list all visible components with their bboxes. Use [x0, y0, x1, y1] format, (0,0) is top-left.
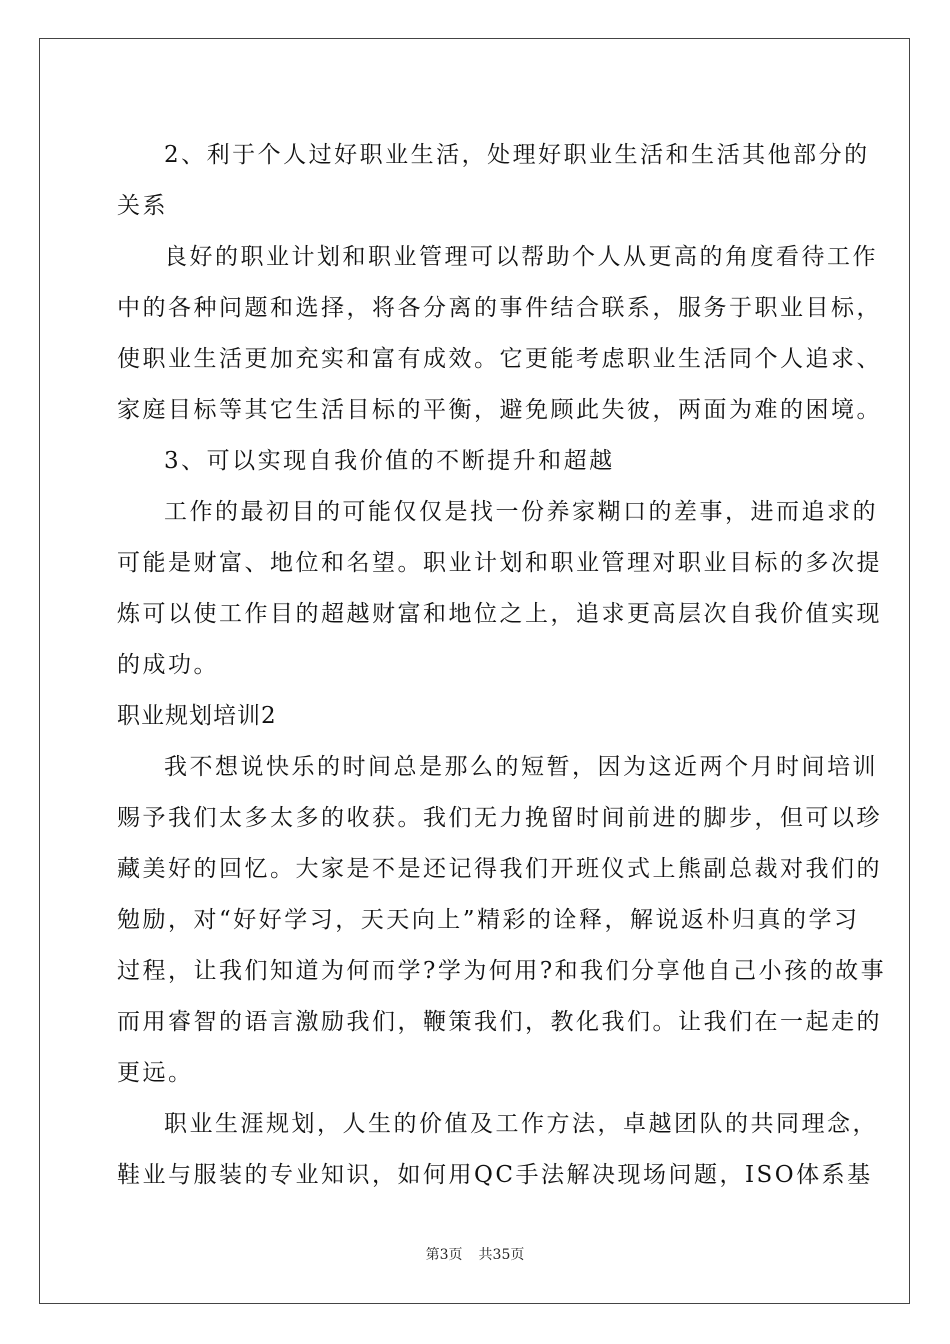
text-line: 良好的职业计划和职业管理可以帮助个人从更高的角度看待工作 [164, 244, 878, 270]
text-line: 更远。 [117, 1060, 194, 1086]
page-footer [0, 1244, 950, 1264]
text-line: 可能是财富、地位和名望。职业计划和职业管理对职业目标的多次提 [117, 550, 882, 576]
page-total: 共35页 [478, 1247, 525, 1263]
text-line: 工作的最初目的可能仅仅是找一份养家糊口的差事，进而追求的 [164, 499, 878, 525]
text-line: 炼可以使工作目的超越财富和地位之上，追求更高层次自我价值实现 [117, 601, 882, 627]
text-line: 关系 [117, 193, 168, 219]
text-line: 3、可以实现自我价值的不断提升和超越 [164, 448, 615, 474]
text-line: 过程，让我们知道为何而学?学为何用?和我们分享他自己小孩的故事 [117, 958, 887, 984]
text-line: 勉励，对“好好学习，天天向上”精彩的诠释，解说返朴归真的学习 [117, 907, 860, 933]
text-line: 我不想说快乐的时间总是那么的短暂，因为这近两个月时间培训 [164, 754, 878, 780]
section-heading: 职业规划培训2 [117, 703, 277, 729]
document-body [117, 130, 887, 1201]
text-line: 中的各种问题和选择，将各分离的事件结合联系，服务于职业目标， [117, 295, 882, 321]
text-line: 的成功。 [117, 652, 219, 678]
text-line: 鞋业与服装的专业知识，如何用QC手法解决现场问题，ISO体系基 [117, 1162, 873, 1188]
page-number: 第3页 [425, 1247, 463, 1263]
text-line: 而用睿智的语言激励我们，鞭策我们，教化我们。让我们在一起走的 [117, 1009, 882, 1035]
text-line: 使职业生活更加充实和富有成效。它更能考虑职业生活同个人追求、 [117, 346, 882, 372]
text-line: 赐予我们太多太多的收获。我们无力挽留时间前进的脚步，但可以珍 [117, 805, 882, 831]
text-line: 藏美好的回忆。大家是不是还记得我们开班仪式上熊副总裁对我们的 [117, 856, 882, 882]
text-line: 家庭目标等其它生活目标的平衡，避免顾此失彼，两面为难的困境。 [117, 397, 882, 423]
text-line: 职业生涯规划，人生的价值及工作方法，卓越团队的共同理念， [164, 1111, 878, 1137]
text-line: 2、利于个人过好职业生活，处理好职业生活和生活其他部分的 [164, 142, 870, 168]
